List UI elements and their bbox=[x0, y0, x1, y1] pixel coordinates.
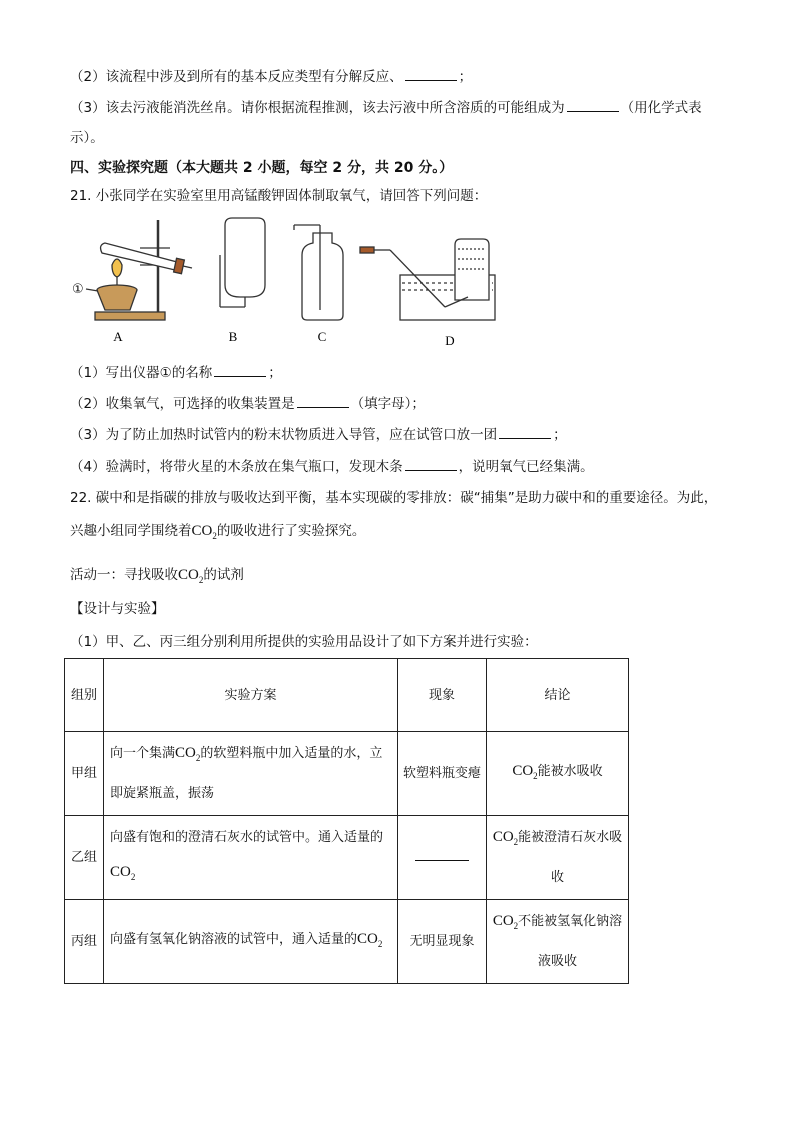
table-row bbox=[65, 900, 629, 984]
group-cell: 甲组 bbox=[65, 732, 104, 816]
answer-blank[interactable] bbox=[405, 456, 457, 471]
q22-line1: 22. 碳中和是指碳的排放与吸收达到平衡，基本实现碳的零排放：碳“捕集”是助力碳中和的重要途径。为此， bbox=[70, 490, 718, 506]
design-heading: 【设计与实验】 bbox=[70, 601, 165, 617]
plan-cell: 向盛有饱和的澄清石灰水的试管中。通入适量的$CO_2$ bbox=[104, 816, 398, 900]
co2-formula: $CO_2$ bbox=[178, 567, 204, 585]
activity-one: 活动一：寻找吸收$CO_2$的试剂 bbox=[70, 567, 244, 585]
answer-blank[interactable] bbox=[415, 848, 469, 861]
q20-sub3-cont: 示）。 bbox=[70, 130, 104, 146]
phenomenon-cell: 软塑料瓶变瘪 bbox=[398, 732, 487, 816]
header-phenomenon: 现象 bbox=[398, 659, 487, 732]
q21-sub2: （2）收集氧气，可选择的收集装置是 （填字母）； bbox=[70, 393, 425, 414]
phenomenon-cell bbox=[398, 816, 487, 900]
section-title: 四、实验探究题（本大题共 2 小题，每空 2 分，共 20 分。） bbox=[70, 160, 454, 176]
label-d: D bbox=[445, 333, 455, 348]
label-c: C bbox=[317, 329, 327, 344]
conclusion-cell: $CO_2$能被水吸收 bbox=[487, 732, 629, 816]
header-conclusion: 结论 bbox=[487, 659, 629, 732]
group-cell: 乙组 bbox=[65, 816, 104, 900]
circle-one-label: ① bbox=[72, 282, 84, 297]
group-cell: 丙组 bbox=[65, 900, 104, 984]
table-header-row bbox=[65, 659, 629, 732]
header-plan: 实验方案 bbox=[104, 659, 398, 732]
conclusion-cell: $CO_2$能被澄清石灰水吸收 bbox=[487, 816, 629, 900]
q20-sub3: （3）该去污液能消洗丝帛。请你根据流程推测，该去污液中所含溶质的可能组成为 （用化学式表 bbox=[70, 97, 702, 118]
answer-blank[interactable] bbox=[214, 362, 266, 377]
experiment-table bbox=[64, 658, 629, 984]
q21-sub3: （3）为了防止加热时试管内的粉末状物质进入导管，应在试管口放一团 ； bbox=[70, 424, 567, 445]
header-group: 组别 bbox=[65, 659, 104, 732]
q22-sub1: （1）甲、乙、丙三组分别利用所提供的实验用品设计了如下方案并进行实验： bbox=[70, 634, 538, 650]
plan-cell: 向盛有氢氧化钠溶液的试管中，通入适量的$CO_2$ bbox=[104, 900, 398, 984]
stand-base bbox=[95, 312, 165, 320]
q21-sub1: （1）写出仪器①的名称 ； bbox=[70, 362, 282, 383]
q21-intro: 21. 小张同学在实验室里用高锰酸钾固体制取氧气，请回答下列问题： bbox=[70, 188, 488, 204]
answer-blank[interactable] bbox=[567, 97, 619, 112]
label-b: B bbox=[228, 329, 238, 344]
plan-cell: 向一个集满$CO_2$的软塑料瓶中加入适量的水，立即旋紧瓶盖，振荡 bbox=[104, 732, 398, 816]
q21-sub4: （4）验满时，将带火星的木条放在集气瓶口，发现木条 ，说明氧气已经集满。 bbox=[70, 456, 594, 477]
phenomenon-cell: 无明显现象 bbox=[398, 900, 487, 984]
answer-blank[interactable] bbox=[297, 393, 349, 408]
answer-blank[interactable] bbox=[405, 66, 457, 81]
answer-blank[interactable] bbox=[499, 424, 551, 439]
co2-formula: $CO_2$ bbox=[191, 523, 217, 541]
table-row bbox=[65, 816, 629, 900]
q22-line2: 兴趣小组同学围绕着$CO_2$的吸收进行了实验探究。 bbox=[70, 523, 366, 541]
apparatus-figure bbox=[70, 215, 510, 350]
conclusion-cell: $CO_2$不能被氢氧化钠溶液吸收 bbox=[487, 900, 629, 984]
q20-sub2: （2）该流程中涉及到所有的基本反应类型有分解反应、 ； bbox=[70, 66, 472, 87]
table-row bbox=[65, 732, 629, 816]
label-a: A bbox=[113, 329, 123, 344]
